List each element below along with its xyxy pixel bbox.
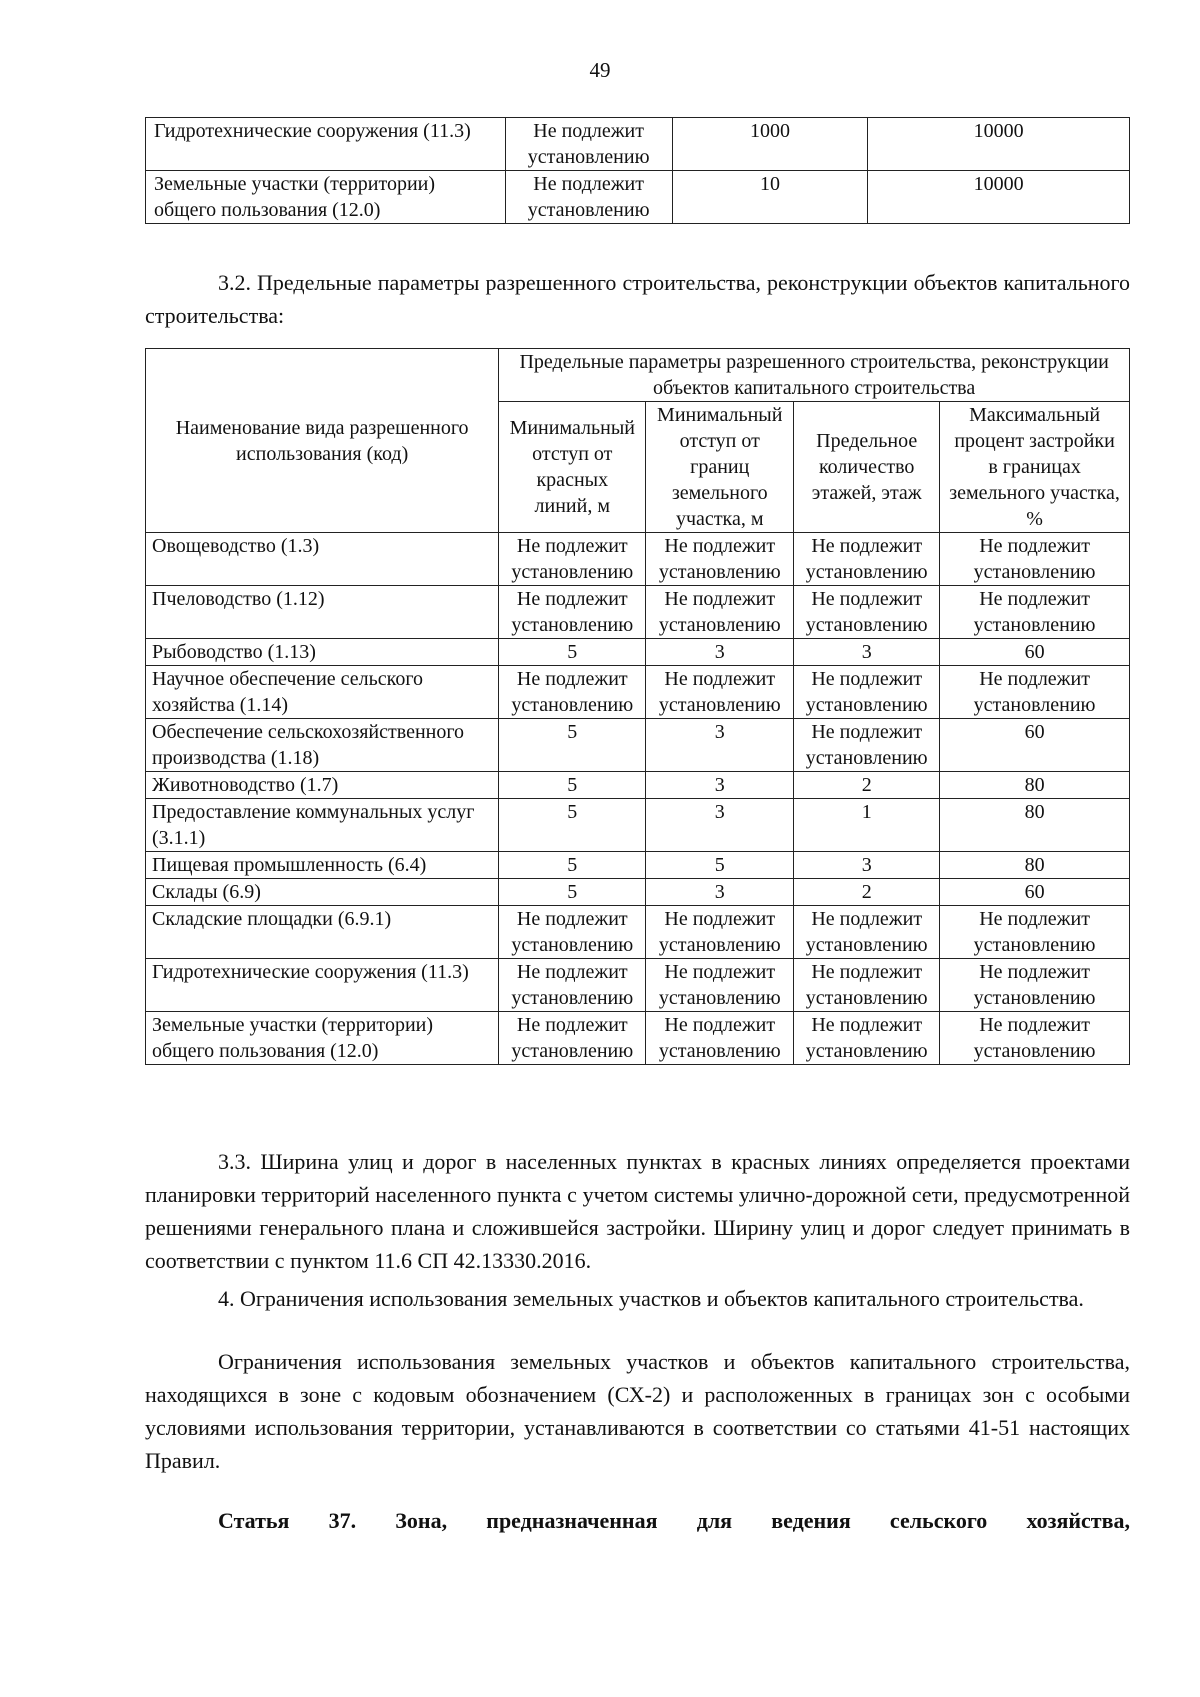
value-cell: Не подлежит установлению <box>940 666 1130 719</box>
value-cell: Не подлежит установлению <box>940 1012 1130 1065</box>
section-4-title: 4. Ограничения использования земельных участков и объектов капитального строительства. <box>218 1286 1084 1311</box>
value-cell: 1 <box>794 799 940 852</box>
header-col: Минимальный отступ от красных линий, м <box>499 402 646 533</box>
page-number: 49 <box>589 58 611 82</box>
value-cell: 2 <box>794 772 940 799</box>
value-cell: 80 <box>940 799 1130 852</box>
value-cell: Не подлежит установлению <box>646 666 794 719</box>
table-row <box>146 959 1130 1012</box>
table-row <box>146 533 1130 586</box>
value-cell: Не подлежит установлению <box>794 533 940 586</box>
table-row <box>146 639 1130 666</box>
value-cell: Не подлежит установлению <box>794 666 940 719</box>
value-cell: Не подлежит установлению <box>499 959 646 1012</box>
value-cell: Не подлежит установлению <box>940 959 1130 1012</box>
table-header-row <box>146 349 1130 402</box>
value-cell: 3 <box>646 639 794 666</box>
row-name: Земельные участки (территории) общего пользования (12.0) <box>146 1012 499 1065</box>
section-3-2-text: 3.2. Предельные параметры разрешенного строительства, реконструкции объектов капитального строительства: <box>145 270 1130 328</box>
row-name: Предоставление коммунальных услуг (3.1.1) <box>146 799 499 852</box>
table-cell: 1000 <box>672 118 868 171</box>
row-name: Склады (6.9) <box>146 879 499 906</box>
table-body <box>146 533 1130 1065</box>
article-heading: Статья 37. Зона, предназначенная для ведения сельского хозяйства, <box>218 1508 1130 1533</box>
value-cell: Не подлежит установлению <box>499 666 646 719</box>
value-cell: Не подлежит установлению <box>499 906 646 959</box>
table-row <box>146 852 1130 879</box>
value-cell: Не подлежит установлению <box>794 959 940 1012</box>
header-group: Предельные параметры разрешенного строительства, реконструкции объектов капитального строительства <box>499 349 1130 402</box>
table-cell: 10 <box>672 171 868 224</box>
value-cell: Не подлежит установлению <box>499 586 646 639</box>
value-cell: Не подлежит установлению <box>940 586 1130 639</box>
value-cell: Не подлежит установлению <box>499 1012 646 1065</box>
header-col: Максимальный процент застройки в границах земельного участка, % <box>940 402 1130 533</box>
construction-parameters-table <box>145 348 1130 1065</box>
value-cell: Не подлежит установлению <box>646 906 794 959</box>
value-cell: 3 <box>646 799 794 852</box>
row-name: Обеспечение сельскохозяйственного производства (1.18) <box>146 719 499 772</box>
value-cell: 3 <box>646 772 794 799</box>
table-row <box>146 906 1130 959</box>
row-name: Животноводство (1.7) <box>146 772 499 799</box>
value-cell: Не подлежит установлению <box>794 586 940 639</box>
row-name: Овощеводство (1.3) <box>146 533 499 586</box>
section-4-text: Ограничения использования земельных участков и объектов капитального строительства, находящихся в зоне с кодовым обозначением (СХ-2) и расположенных в границах зон с особыми условиями использования территории, устанавливаются в соответствии со статьями 41-51 настоящих Правил. <box>145 1349 1130 1473</box>
row-name: Пчеловодство (1.12) <box>146 586 499 639</box>
value-cell: 5 <box>499 719 646 772</box>
value-cell: 3 <box>646 719 794 772</box>
value-cell: Не подлежит установлению <box>499 533 646 586</box>
value-cell: 2 <box>794 879 940 906</box>
table-cell: Гидротехнические сооружения (11.3) <box>146 118 506 171</box>
value-cell: 3 <box>646 879 794 906</box>
table-row <box>146 719 1130 772</box>
table-row <box>146 1012 1130 1065</box>
table-row <box>146 118 1130 171</box>
table-cell: Не подлежит установлению <box>505 171 672 224</box>
value-cell: 5 <box>499 639 646 666</box>
value-cell: 60 <box>940 719 1130 772</box>
row-name: Складские площадки (6.9.1) <box>146 906 499 959</box>
value-cell: Не подлежит установлению <box>794 719 940 772</box>
table-row <box>146 171 1130 224</box>
value-cell: 60 <box>940 879 1130 906</box>
value-cell: 60 <box>940 639 1130 666</box>
value-cell: 5 <box>499 772 646 799</box>
value-cell: 5 <box>646 852 794 879</box>
table-cell: 10000 <box>868 118 1130 171</box>
table-row <box>146 666 1130 719</box>
value-cell: 5 <box>499 852 646 879</box>
row-name: Научное обеспечение сельского хозяйства (1.14) <box>146 666 499 719</box>
header-col: Предельное количество этажей, этаж <box>794 402 940 533</box>
table-cell: Земельные участки (территории) общего пользования (12.0) <box>146 171 506 224</box>
value-cell: Не подлежит установлению <box>794 906 940 959</box>
value-cell: Не подлежит установлению <box>794 1012 940 1065</box>
zoning-area-table <box>145 117 1130 224</box>
table-row <box>146 772 1130 799</box>
value-cell: 5 <box>499 799 646 852</box>
value-cell: Не подлежит установлению <box>646 1012 794 1065</box>
table-cell: 10000 <box>868 171 1130 224</box>
value-cell: 3 <box>794 852 940 879</box>
value-cell: Не подлежит установлению <box>646 959 794 1012</box>
row-name: Гидротехнические сооружения (11.3) <box>146 959 499 1012</box>
row-name: Рыбоводство (1.13) <box>146 639 499 666</box>
header-col: Минимальный отступ от границ земельного участка, м <box>646 402 794 533</box>
value-cell: 3 <box>794 639 940 666</box>
table-row <box>146 799 1130 852</box>
section-3-3-text: 3.3. Ширина улиц и дорог в населенных пунктах в красных линиях определяется проектами планировки территорий населенного пункта с учетом системы улично-дорожной сети, предусмотренной решениями генерального плана и сложившейся застройки. Ширину улиц и дорог следует принимать в соответствии с пунктом 11.6 СП 42.13330.2016. <box>145 1149 1130 1273</box>
row-name: Пищевая промышленность (6.4) <box>146 852 499 879</box>
value-cell: Не подлежит установлению <box>646 533 794 586</box>
value-cell: 80 <box>940 852 1130 879</box>
value-cell: 5 <box>499 879 646 906</box>
value-cell: Не подлежит установлению <box>940 533 1130 586</box>
table-row <box>146 586 1130 639</box>
value-cell: Не подлежит установлению <box>646 586 794 639</box>
header-name: Наименование вида разрешенного использования (код) <box>146 349 499 533</box>
table-row <box>146 879 1130 906</box>
value-cell: 80 <box>940 772 1130 799</box>
value-cell: Не подлежит установлению <box>940 906 1130 959</box>
table-cell: Не подлежит установлению <box>505 118 672 171</box>
